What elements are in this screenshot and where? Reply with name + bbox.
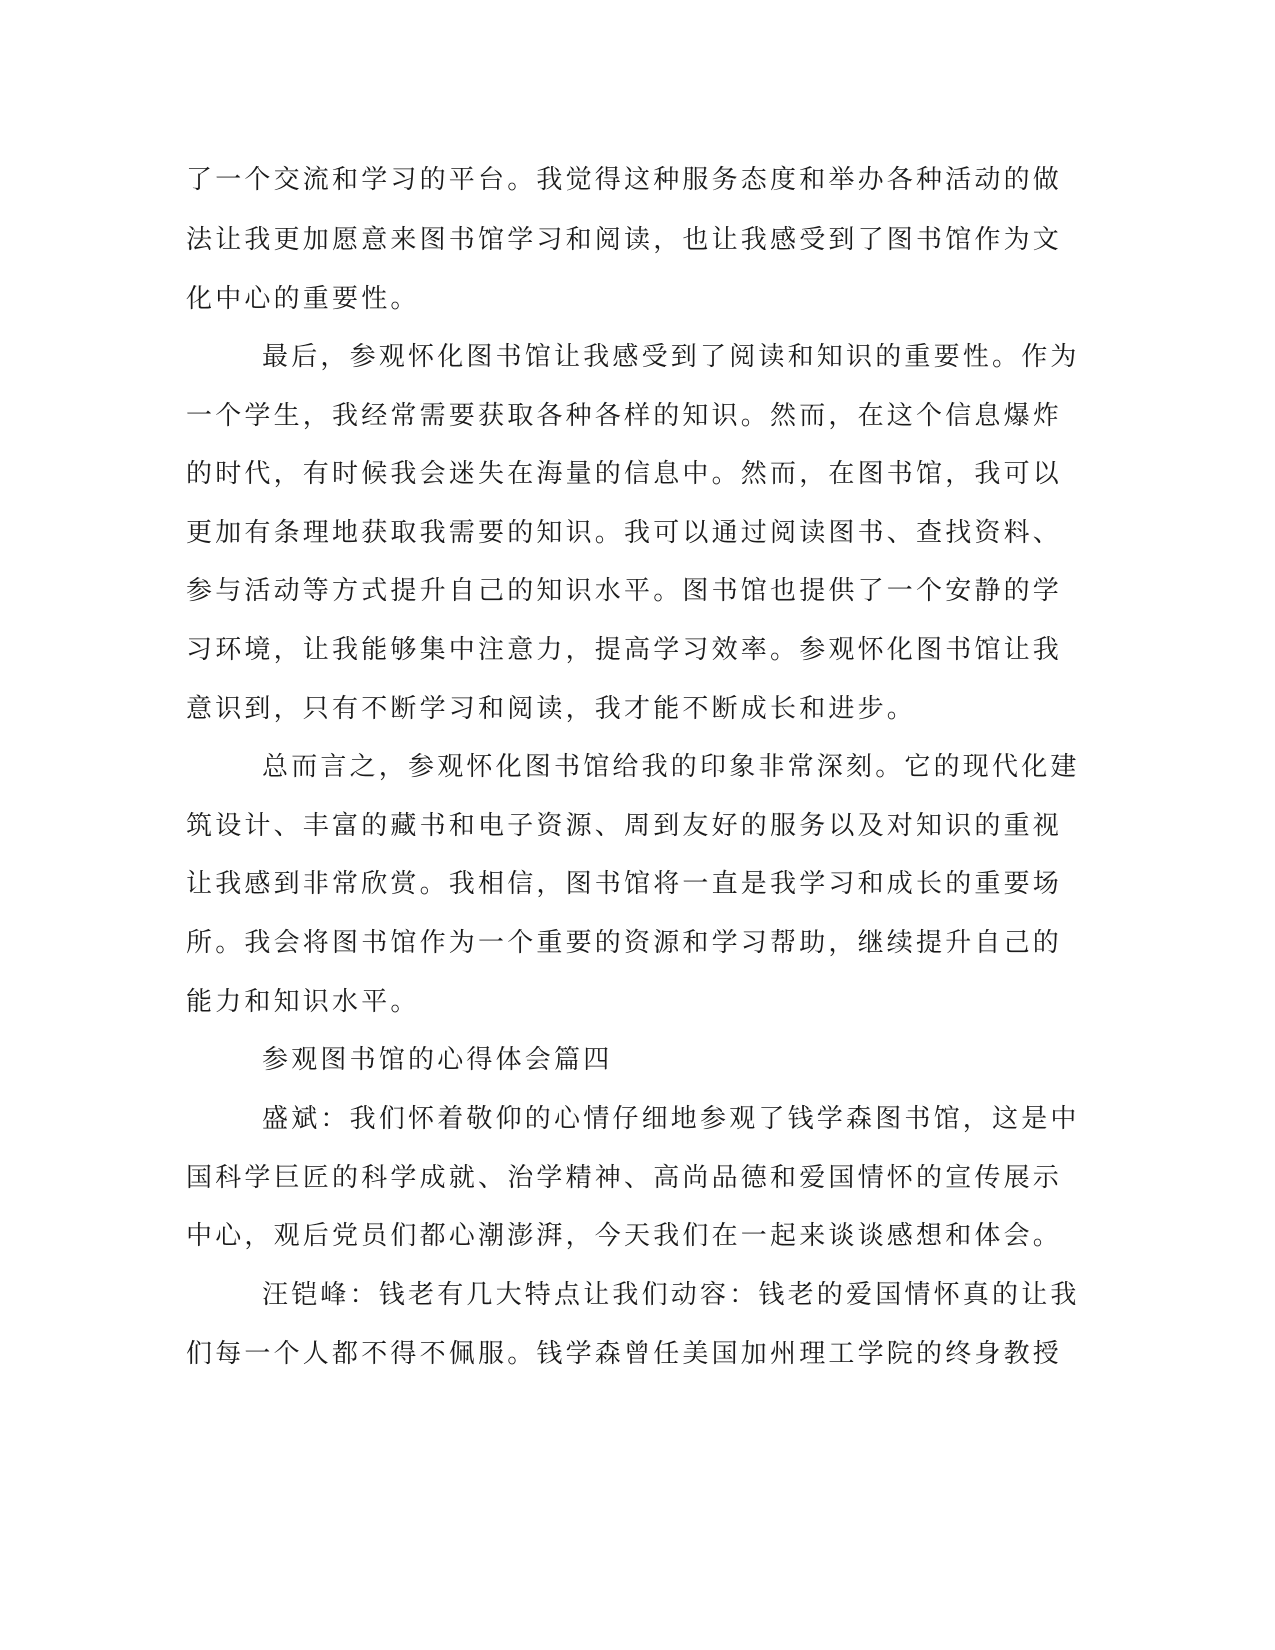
text-line: 一个学生，我经常需要获取各种各样的知识。然而，在这个信息爆炸: [186, 401, 1063, 431]
text-line: 筑设计、丰富的藏书和电子资源、周到友好的服务以及对知识的重视: [186, 811, 1063, 841]
text-line: 中心，观后党员们都心潮澎湃，今天我们在一起来谈谈感想和体会。: [186, 1221, 1063, 1251]
text-line: 了一个交流和学习的平台。我觉得这种服务态度和举办各种活动的做: [186, 165, 1063, 195]
text-line: 化中心的重要性。: [186, 284, 420, 314]
text-line: 最后，参观怀化图书馆让我感受到了阅读和知识的重要性。作为: [262, 342, 1080, 372]
text-line: 参与活动等方式提升自己的知识水平。图书馆也提供了一个安静的学: [186, 576, 1063, 606]
text-line: 国科学巨匠的科学成就、治学精神、高尚品德和爱国情怀的宣传展示: [186, 1163, 1063, 1193]
text-line: 总而言之，参观怀化图书馆给我的印象非常深刻。它的现代化建: [262, 752, 1080, 782]
text-line: 更加有条理地获取我需要的知识。我可以通过阅读图书、查找资料、: [186, 518, 1063, 548]
text-line: 意识到，只有不断学习和阅读，我才能不断成长和进步。: [186, 694, 917, 724]
text-line: 盛斌：我们怀着敬仰的心情仔细地参观了钱学森图书馆，这是中: [262, 1104, 1080, 1134]
section-heading: 参观图书馆的心得体会篇四: [262, 1045, 613, 1075]
text-line: 的时代，有时候我会迷失在海量的信息中。然而，在图书馆，我可以: [186, 459, 1063, 489]
text-line: 们每一个人都不得不佩服。钱学森曾任美国加州理工学院的终身教授: [186, 1339, 1063, 1369]
text-line: 所。我会将图书馆作为一个重要的资源和学习帮助，继续提升自己的: [186, 928, 1063, 958]
text-line: 汪铠峰：钱老有几大特点让我们动容：钱老的爱国情怀真的让我: [262, 1280, 1080, 1310]
text-line: 能力和知识水平。: [186, 987, 420, 1017]
text-line: 习环境，让我能够集中注意力，提高学习效率。参观怀化图书馆让我: [186, 635, 1063, 665]
text-line: 让我感到非常欣赏。我相信，图书馆将一直是我学习和成长的重要场: [186, 869, 1063, 899]
text-line: 法让我更加愿意来图书馆学习和阅读，也让我感受到了图书馆作为文: [186, 225, 1063, 255]
